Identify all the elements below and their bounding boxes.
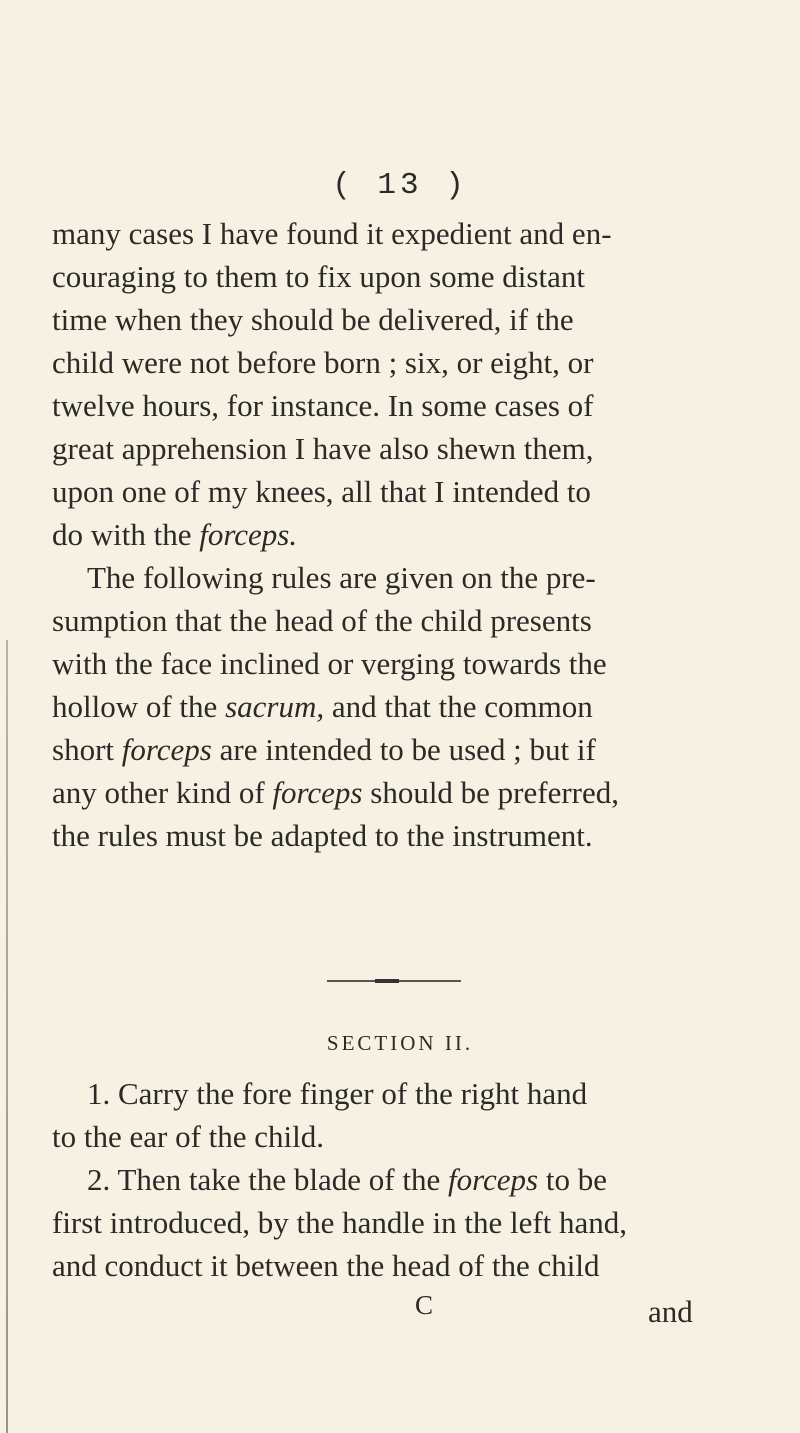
text-run: and that the common [324,689,593,724]
text-run: to be [538,1162,607,1197]
section-divider [327,980,461,982]
text-line: upon one of my knees, all that I intended to [52,474,591,509]
text-line [52,691,593,722]
text-line: great apprehension I have also shewn them, [52,431,594,466]
text-line: sumption that the head of the child presents [52,603,592,638]
italic-term: forceps [121,732,212,767]
signature-mark: C [415,1290,434,1320]
text-line: first introduced, by the handle in the left hand, [52,1205,628,1240]
italic-term: sacrum, [225,689,325,724]
text-line: to the ear of the child. [52,1119,325,1154]
text-run: should be preferred, [362,775,620,810]
text-run: hollow of the [52,689,226,724]
text-run: short [52,732,122,767]
text-run: do with the [52,517,200,552]
text-line: couraging to them to fix upon some distant [52,259,585,294]
italic-term: forceps [447,1162,539,1197]
catchword: and [648,1294,693,1329]
text-run: 2. Then take the blade of the [87,1162,448,1197]
italic-term: forceps. [199,517,298,552]
text-line: child were not before born ; six, or eight, or [52,345,594,380]
text-line [52,777,619,808]
italic-term: forceps [272,775,363,810]
section-title: SECTION II. [326,1031,474,1055]
text-run: are intended to be used ; but if [211,732,596,767]
text-line: time when they should be delivered, if the [52,302,574,337]
text-line: with the face inclined or verging towards the [52,646,607,681]
text-run: any other kind of [52,775,273,810]
text-line: many cases I have found it expedient and en- [52,216,612,251]
text-line: and conduct it between the head of the child [52,1248,600,1283]
text-line: the rules must be adapted to the instrument. [52,818,593,853]
text-line [87,1164,607,1195]
text-line [52,519,297,550]
page-number: ( 13 ) [332,168,468,203]
text-line [52,734,596,765]
text-line: twelve hours, for instance. In some cases of [52,388,594,423]
text-line: 1. Carry the fore finger of the right hand [87,1076,588,1111]
text-line: The following rules are given on the pre- [87,560,596,595]
